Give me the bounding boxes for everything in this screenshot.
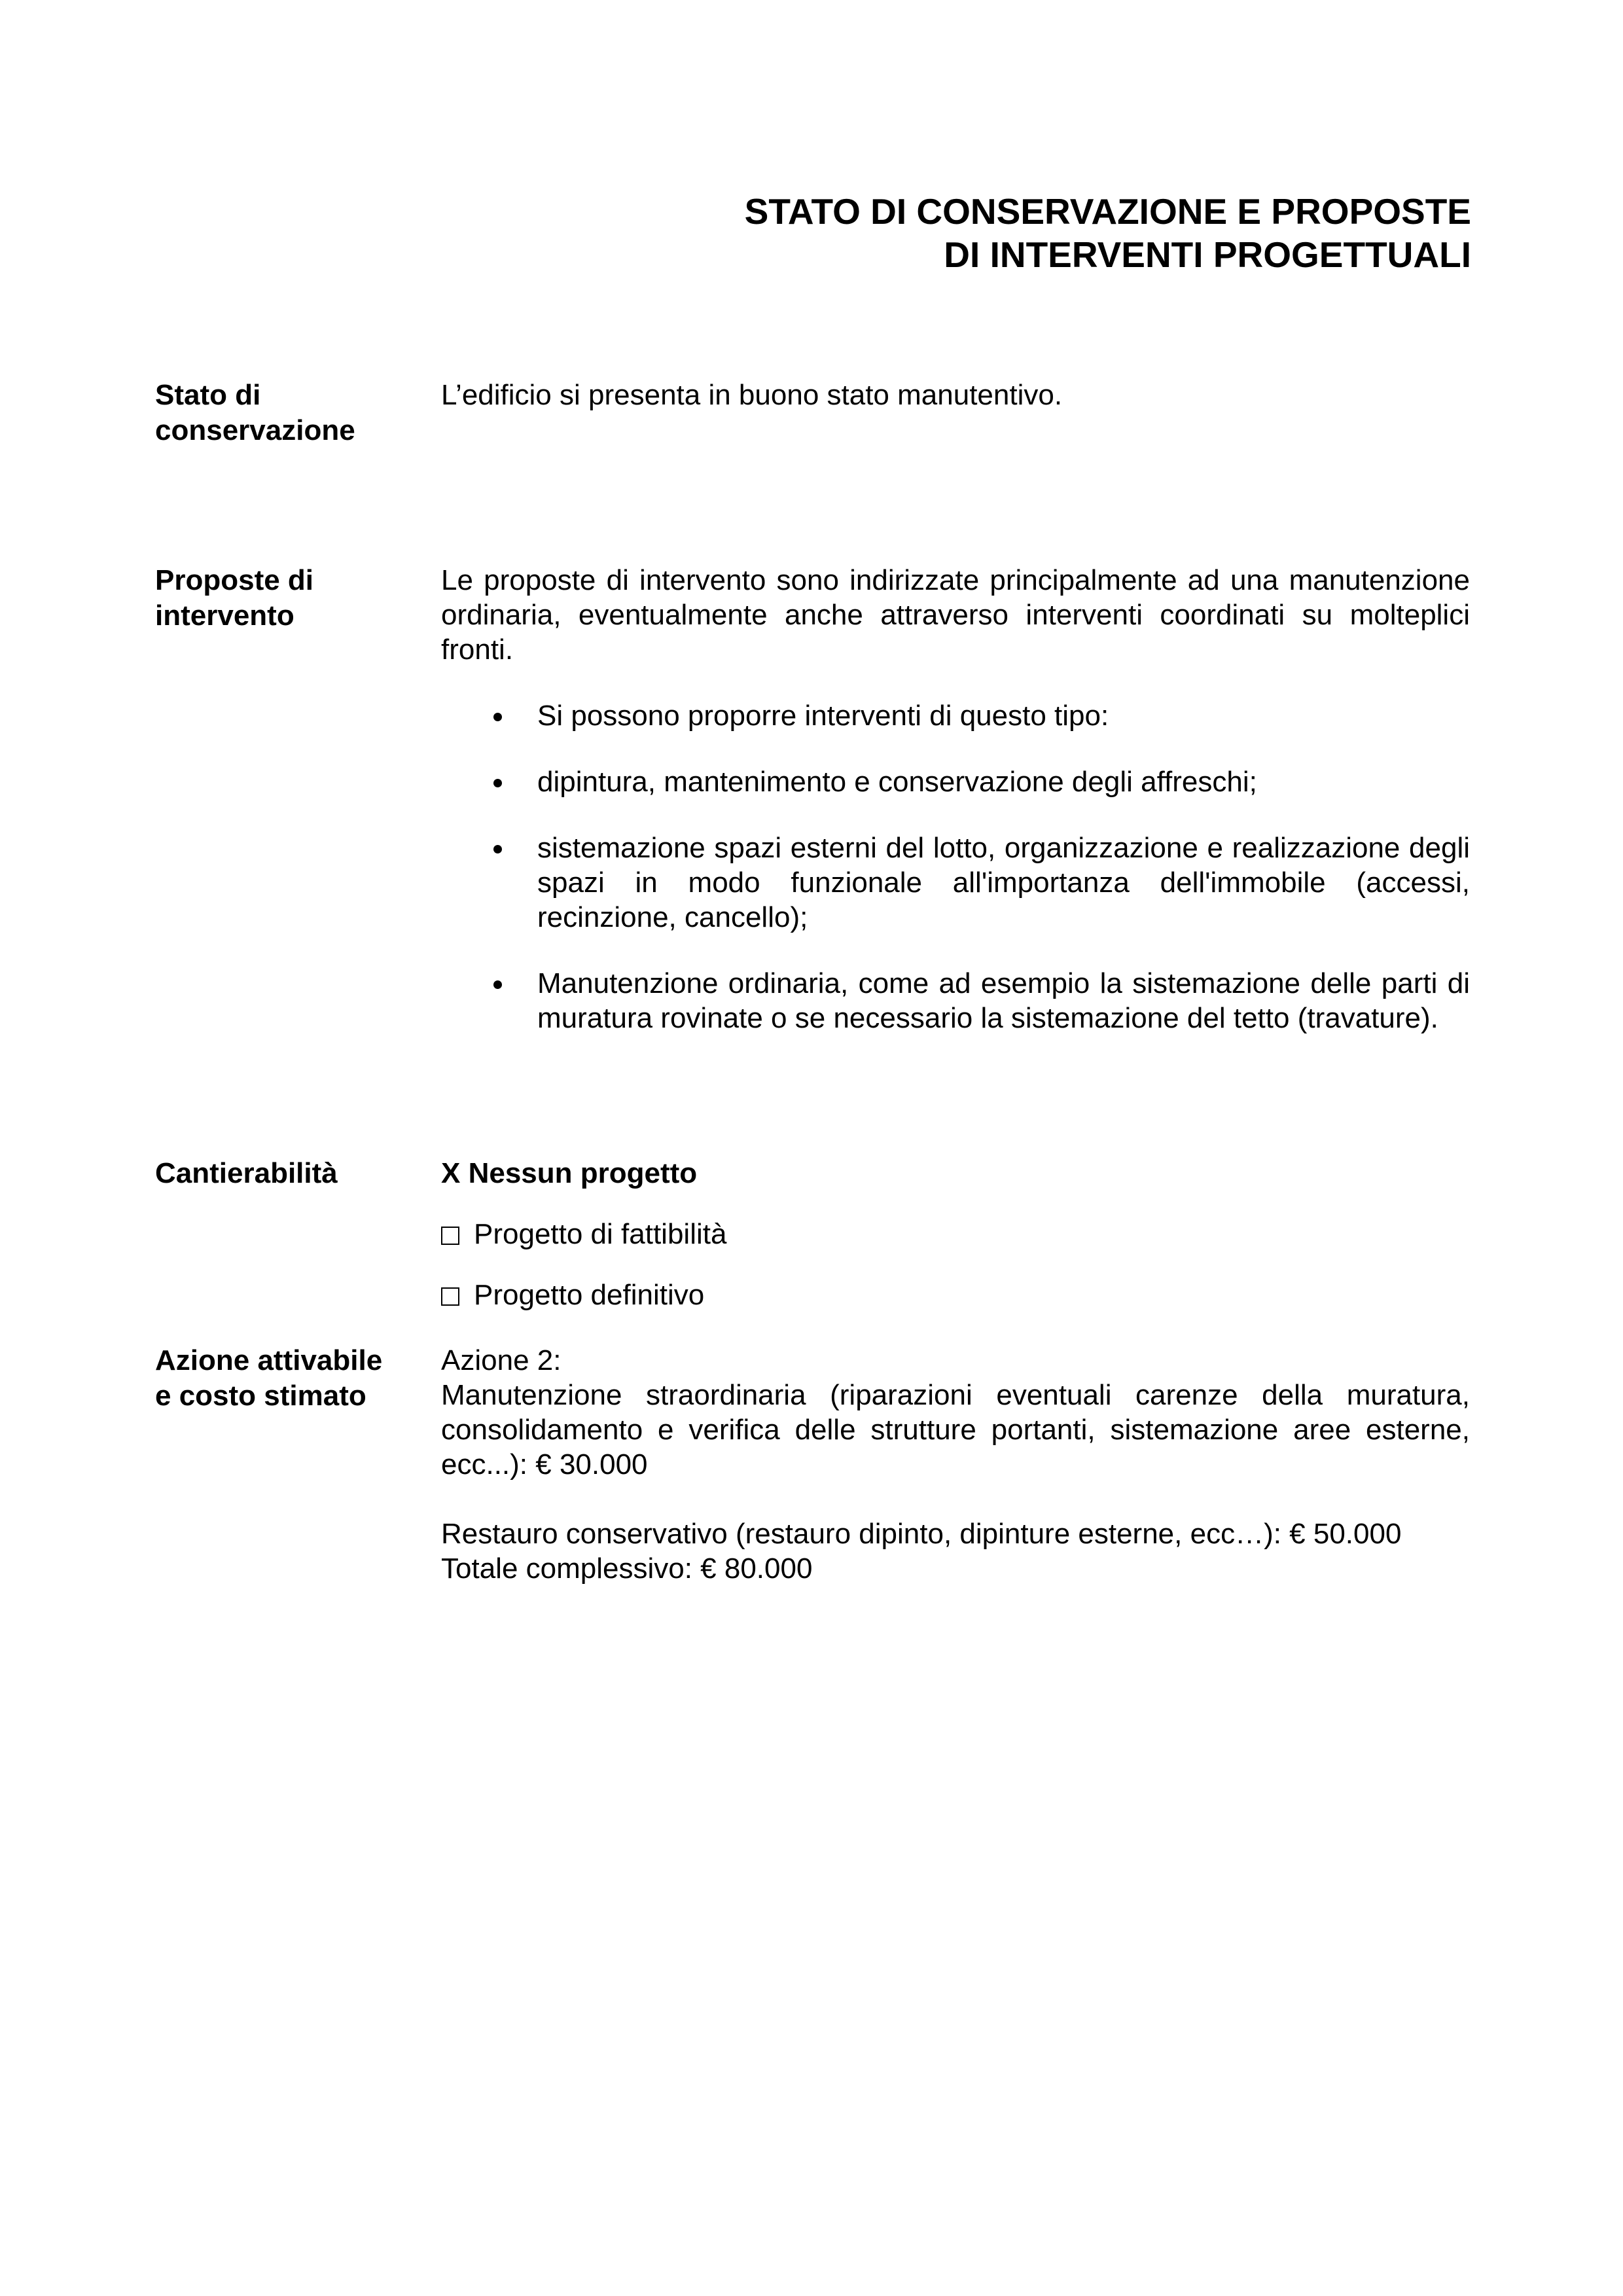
label-cantierabilita: Cantierabilità — [155, 1157, 338, 1189]
proposte-intro: Le proposte di intervento sono indirizzate principalmente ad una manutenzione ordinaria, eventualmente anche attraverso interventi coordinati su molteplici fronti. — [441, 564, 1470, 666]
label-proposte-intervento: Proposte di intervento — [155, 564, 314, 632]
option-nessun-progetto-selected: X Nessun progetto — [441, 1157, 698, 1189]
azione-restauro: Restauro conservativo (restauro dipinto, dipinture esterne, ecc…): € 50.000 — [441, 1518, 1402, 1550]
list-item: dipintura, mantenimento e conservazione degli affreschi; — [441, 764, 1470, 799]
list-item: Si possono proporre interventi di questo tipo: — [441, 698, 1470, 733]
azione-straordinaria: Manutenzione straordinaria (riparazioni eventuali carenze della muratura, consolidamento e verifica delle strutture portanti, sistemazione aree esterne, ecc...): € 30.000 — [441, 1379, 1470, 1480]
azione-totale: Totale complessivo: € 80.000 — [441, 1552, 813, 1585]
azione-heading: Azione 2: — [441, 1344, 562, 1376]
proposte-list — [441, 698, 1470, 1035]
label-azione-attivabile: Azione attivabile e costo stimato — [155, 1344, 383, 1412]
stato-conservazione-text: L’edificio si presenta in buono stato manutentivo. — [441, 379, 1063, 411]
list-item: sistemazione spazi esterni del lotto, organizzazione e realizzazione degli spazi in modo funzionale all'importanza dell'immobile (accessi, recinzione, cancello); — [441, 831, 1470, 935]
bullet-icon — [493, 779, 502, 787]
option-progetto-definitivo: Progetto definitivo — [441, 1278, 1470, 1312]
list-item: Manutenzione ordinaria, come ad esempio la sistemazione delle parti di muratura rovinate o se necessario la sistemazione del tetto (travature). — [441, 966, 1470, 1035]
option-progetto-fattibilita: Progetto di fattibilità — [441, 1217, 1470, 1251]
bullet-icon — [493, 980, 502, 989]
checkbox-empty-icon — [441, 1227, 459, 1245]
page-title: STATO DI CONSERVAZIONE E PROPOSTE DI INTERVENTI PROGETTUALI — [744, 191, 1471, 275]
bullet-icon — [493, 845, 502, 853]
bullet-icon — [493, 713, 502, 721]
checkbox-empty-icon — [441, 1287, 459, 1306]
label-stato-conservazione: Stato di conservazione — [155, 379, 355, 446]
